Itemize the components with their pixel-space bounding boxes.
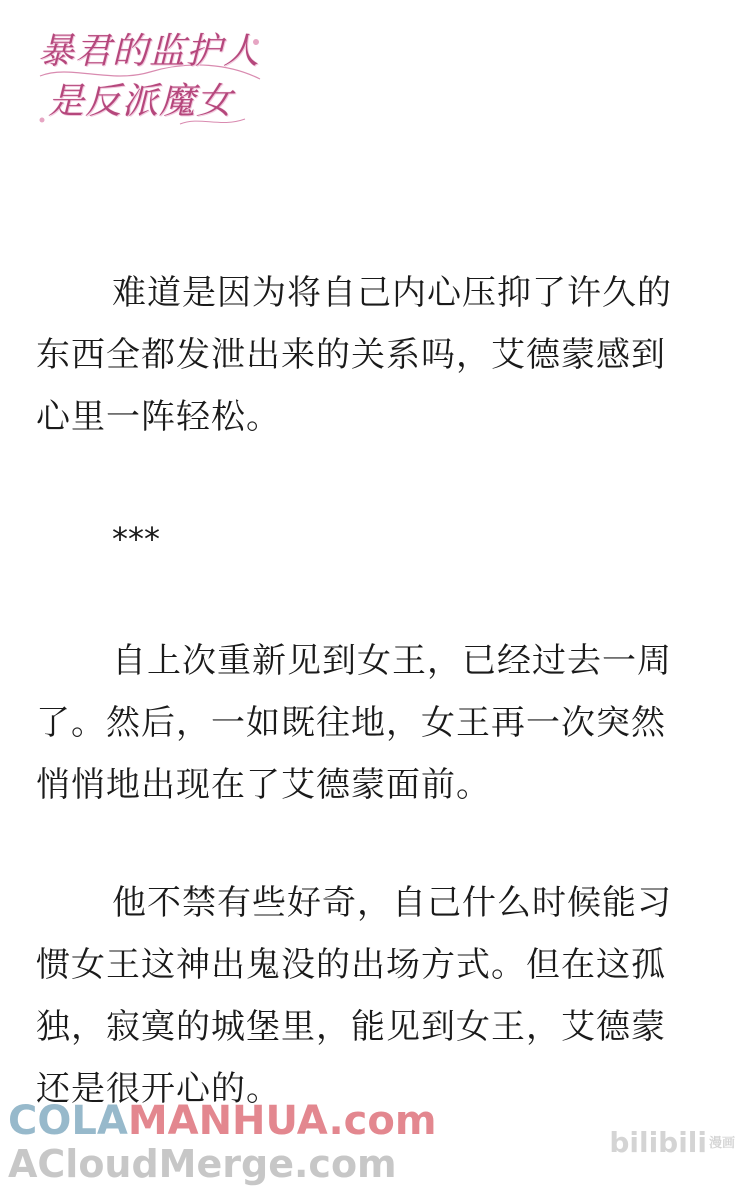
paragraph-2 <box>36 630 726 816</box>
scene-separator: *** <box>112 520 160 558</box>
logo-title-line-1: 暴君的监护人 <box>38 31 261 72</box>
watermark-bilibili <box>609 1126 736 1159</box>
paragraph-line: 悄悄地出现在了艾德蒙面前。 <box>36 765 491 805</box>
paragraph-line: 惯女王这神出鬼没的出场方式。但在这孤 <box>36 945 666 985</box>
paragraph-line: 独，寂寞的城堡里，能见到女王，艾德蒙 <box>36 1007 666 1047</box>
story-text <box>36 262 736 1176</box>
bilibili-manhua-text: 漫画 <box>709 1136 736 1151</box>
paragraph-line: 还是很开心的。 <box>36 1069 281 1109</box>
title-logo <box>30 24 270 134</box>
logo-title-line-2: 是反派魔女 <box>48 81 234 122</box>
watermark-part-2: MANHUA.com <box>127 1098 437 1144</box>
paragraph-line: 自上次重新见到女王，已经过去一周 <box>112 641 672 681</box>
bilibili-logo-text: bilibili <box>609 1126 707 1159</box>
paragraph-line: 东西全都发泄出来的关系吗，艾德蒙感到 <box>36 335 666 375</box>
watermark-colamanhua <box>8 1098 437 1144</box>
watermark-part-1: COLA <box>8 1098 128 1144</box>
paragraph-line: 了。然后，一如既往地，女王再一次突然 <box>36 703 666 743</box>
paragraph-line: 心里一阵轻松。 <box>36 397 281 437</box>
paragraph-3 <box>36 872 726 1120</box>
paragraph-line: 难道是因为将自己内心压抑了许久的 <box>112 273 672 313</box>
watermark-acloudmerge: ACloudMerge.com <box>8 1142 397 1186</box>
paragraph-line: 他不禁有些好奇，自己什么时候能习 <box>112 883 672 923</box>
paragraph-1 <box>36 262 726 448</box>
